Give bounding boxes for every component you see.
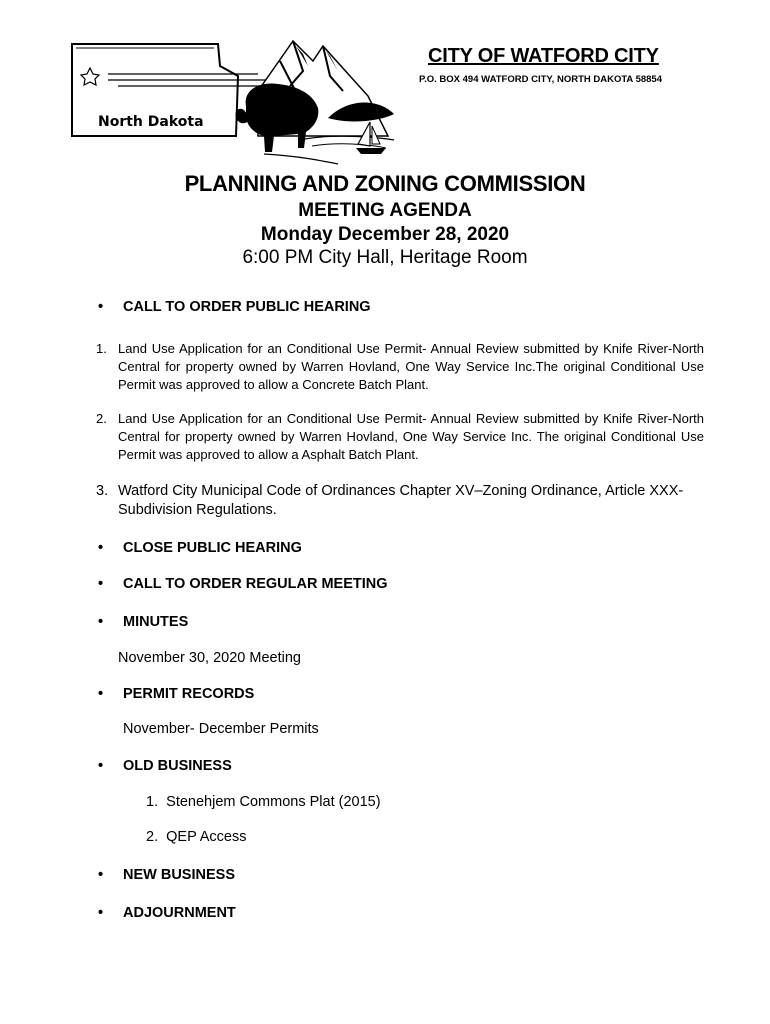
agenda-bullet-minutes: • MINUTES bbox=[98, 614, 189, 630]
agenda-bullet-close-public-hearing: • CLOSE PUBLIC HEARING bbox=[98, 540, 302, 556]
permit-detail: November- December Permits bbox=[123, 721, 319, 737]
commission-title: PLANNING AND ZONING COMMISSION bbox=[184, 171, 586, 196]
agenda-item-1: 1. Land Use Application for an Conditional Use Permit- Annual Review submitted by Knife River-North Central for property owned by Warren Hovland, One Way Service Inc.The original Conditional Use Permit was approved to allow a Concrete Batch Plant. bbox=[96, 341, 704, 392]
old-business-item-1: 1. Stenehjem Commons Plat (2015) bbox=[146, 794, 381, 810]
meeting-date: Monday December 28, 2020 bbox=[260, 224, 510, 245]
city-title: CITY OF WATFORD CITY bbox=[428, 45, 659, 67]
agenda-item-2: 2. Land Use Application for an Conditional Use Permit- Annual Review submitted by Knife River-North Central for property owned by Warren Hovland, One Way Service Inc. The original Conditional Use Permit was approved to allow a Asphalt Batch Plant. bbox=[96, 411, 704, 462]
agenda-bullet-call-regular-meeting: • CALL TO ORDER REGULAR MEETING bbox=[98, 576, 388, 592]
agenda-bullet-call-public-hearing: • CALL TO ORDER PUBLIC HEARING bbox=[98, 299, 371, 315]
city-address: P.O. BOX 494 WATFORD CITY, NORTH DAKOTA 58854 bbox=[419, 74, 663, 85]
agenda-bullet-new-business: • NEW BUSINESS bbox=[98, 867, 235, 883]
north-dakota-logo bbox=[68, 36, 398, 166]
minutes-detail: November 30, 2020 Meeting bbox=[118, 650, 301, 666]
agenda-bullet-permit-records: • PERMIT RECORDS bbox=[98, 686, 255, 702]
agenda-bullet-old-business: • OLD BUSINESS bbox=[98, 758, 232, 774]
agenda-bullet-adjournment: • ADJOURNMENT bbox=[98, 905, 236, 921]
meeting-time-place: 6:00 PM City Hall, Heritage Room bbox=[242, 247, 528, 268]
old-business-item-2: 2. QEP Access bbox=[146, 829, 247, 845]
logo-state-label: North Dakota bbox=[98, 114, 204, 130]
agenda-title: MEETING AGENDA bbox=[298, 200, 472, 221]
agenda-item-3: 3. Watford City Municipal Code of Ordinances Chapter XV–Zoning Ordinance, Article XXX- Subdivision Regulations. bbox=[96, 483, 684, 518]
